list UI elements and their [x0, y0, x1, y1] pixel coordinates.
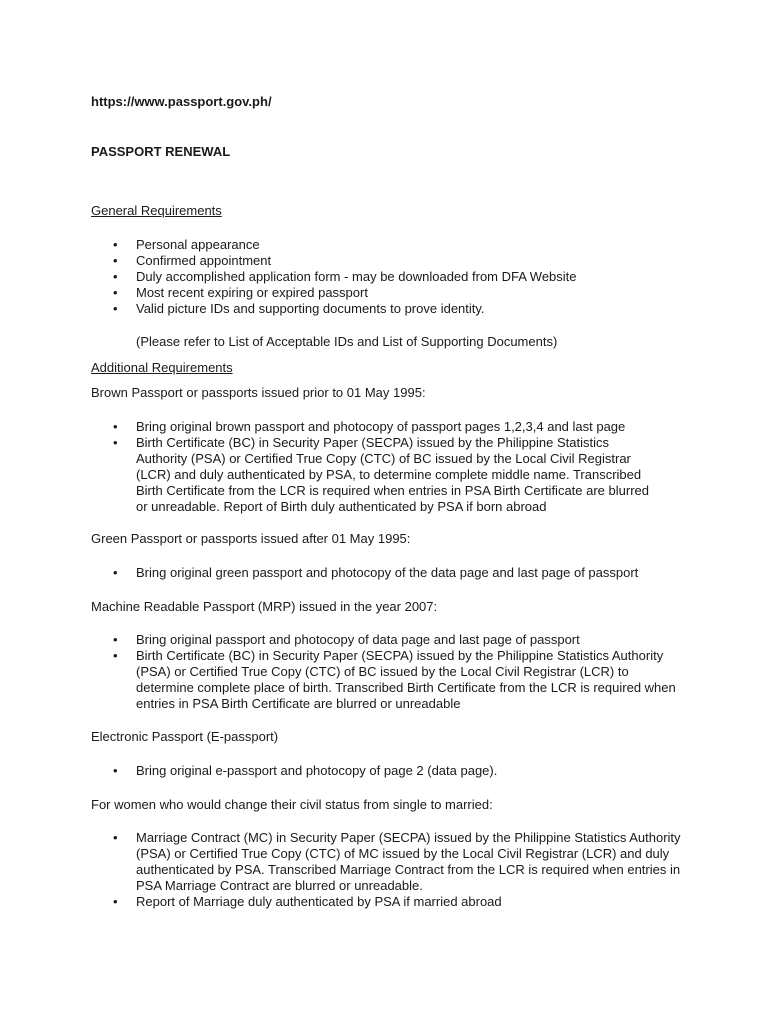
list-item: • Bring original e-passport and photocopy of page 2 (data page). — [91, 763, 691, 779]
women-list — [91, 830, 681, 910]
ids-note: (Please refer to List of Acceptable IDs and List of Supporting Documents) — [136, 334, 558, 349]
list-item: • Bring original green passport and photocopy of the data page and last page of passport — [91, 565, 691, 581]
green-passport-intro: Green Passport or passports issued after 01 May 1995: — [91, 531, 411, 546]
source-url: https://www.passport.gov.ph/ — [91, 94, 272, 109]
additional-requirements-heading: Additional Requirements — [91, 360, 233, 375]
general-requirements-heading: General Requirements — [91, 203, 222, 218]
list-item: • Bring original passport and photocopy of data page and last page of passport — [91, 632, 681, 648]
list-item: • Duly accomplished application form - may be downloaded from DFA Website — [91, 269, 691, 285]
list-item: • Birth Certificate (BC) in Security Paper (SECPA) issued by the Philippine Statistics Authority (PSA) or Certified True Copy (CTC) of BC issued by the Local Civil Registrar (LCR) and duly authenticated by PSA, to determine complete middle name. Transcribed Birth Certificate from the LCR is required when entries in PSA Birth Certificate are blurred or unreadable. Report of Birth duly authenticated by PSA if born abroad — [91, 435, 651, 515]
epassport-intro: Electronic Passport (E-passport) — [91, 729, 279, 744]
epassport-list — [91, 763, 691, 779]
list-item: • Personal appearance — [91, 237, 691, 253]
list-item: • Report of Marriage duly authenticated by PSA if married abroad — [91, 894, 681, 910]
list-item: • Most recent expiring or expired passport — [91, 285, 691, 301]
list-item: • Confirmed appointment — [91, 253, 691, 269]
brown-passport-list — [91, 419, 651, 515]
mrp-intro: Machine Readable Passport (MRP) issued in the year 2007: — [91, 599, 438, 614]
list-item: • Valid picture IDs and supporting documents to prove identity. — [91, 301, 691, 317]
list-item: • Birth Certificate (BC) in Security Paper (SECPA) issued by the Philippine Statistics Authority (PSA) or Certified True Copy (CTC) of BC issued by the Local Civil Registrar (LCR) to determine complete place of birth. Transcribed Birth Certificate from the LCR is required when entries in PSA Birth Certificate are blurred or unreadable — [91, 648, 681, 712]
green-passport-list — [91, 565, 691, 581]
page-title: PASSPORT RENEWAL — [91, 144, 231, 159]
mrp-list — [91, 632, 681, 712]
women-intro: For women who would change their civil status from single to married: — [91, 797, 493, 812]
list-item: • Bring original brown passport and photocopy of passport pages 1,2,3,4 and last page — [91, 419, 651, 435]
list-item: • Marriage Contract (MC) in Security Paper (SECPA) issued by the Philippine Statistics Authority (PSA) or Certified True Copy (CTC) of MC issued by the Local Civil Registrar (LCR) and duly authenticated by PSA. Transcribed Marriage Contract from the LCR is required when entries in PSA Marriage Contract are blurred or unreadable. — [91, 830, 681, 894]
general-requirements-list — [91, 237, 691, 317]
brown-passport-intro: Brown Passport or passports issued prior to 01 May 1995: — [91, 385, 426, 400]
